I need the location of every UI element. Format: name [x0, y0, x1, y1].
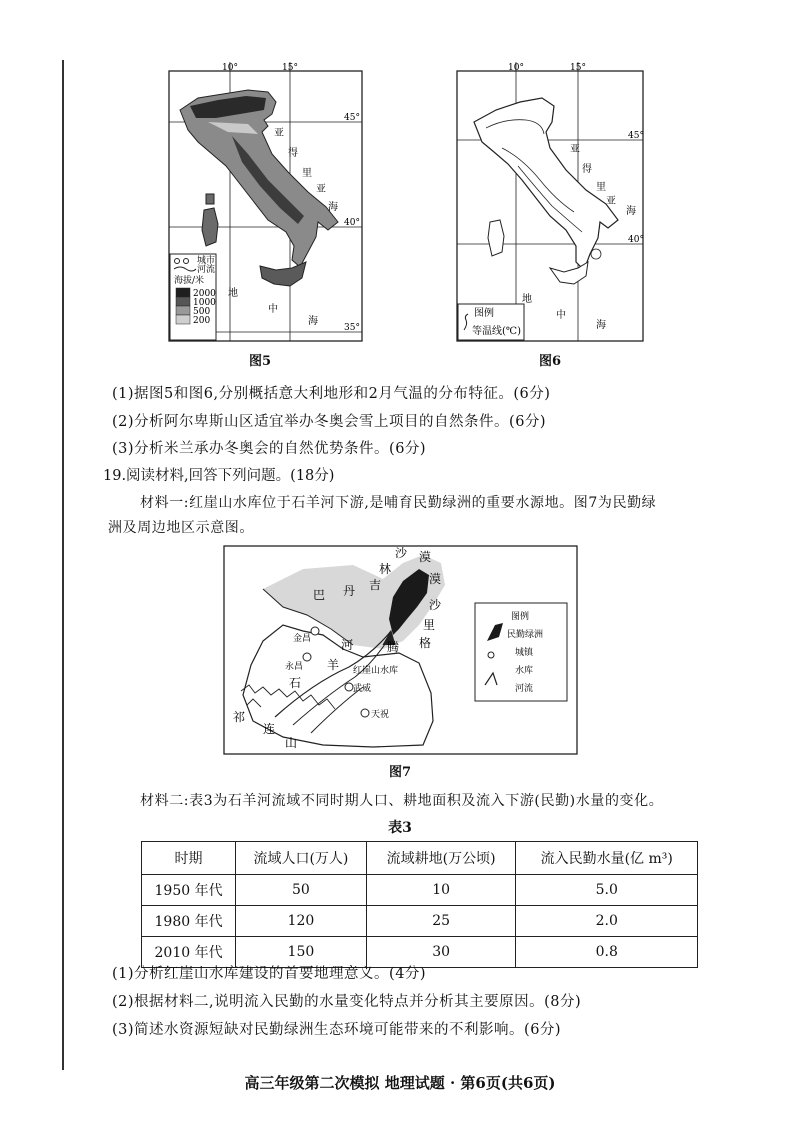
question-18-1: (1)据图5和图6,分别概括意大利地形和2月气温的分布特征。(6分) — [112, 386, 551, 402]
table-row — [142, 906, 698, 937]
legend-title: 图例 — [474, 308, 494, 319]
sea-label: 亚 — [274, 128, 284, 139]
figure-7-minqin-map — [223, 545, 578, 755]
place-label: 漠 — [419, 550, 432, 564]
legend-river-label: 河流 — [197, 265, 216, 275]
place-label: 羊 — [327, 658, 340, 672]
place-label: 祁 — [233, 710, 246, 724]
legend-level: 2000 — [193, 289, 216, 299]
legend-isotherm: 等温线(℃) — [472, 326, 521, 337]
town-label: 武威 — [353, 684, 372, 694]
sea-label: 亚 — [606, 196, 616, 207]
legend-elevation-title: 海拔/米 — [174, 276, 205, 286]
lon-label: 10° — [508, 63, 524, 73]
table-header: 时期 — [142, 842, 236, 875]
table-cell: 2010 年代 — [142, 937, 236, 968]
legend-oasis: 民勤绿洲 — [507, 630, 544, 640]
place-label: 林 — [379, 562, 392, 576]
figure-5-relief-map — [168, 62, 363, 342]
place-label: 石 — [289, 676, 302, 690]
legend-city-label: 城市 — [197, 256, 216, 266]
table-cell: 30 — [366, 937, 516, 968]
place-label: 里 — [423, 618, 436, 632]
lon-label: 15° — [570, 63, 586, 73]
table-header: 流入民勤水量(亿 m³) — [516, 842, 698, 875]
lat-label: 40° — [344, 218, 360, 228]
place-label: 丹 — [343, 584, 356, 598]
place-label: 山 — [285, 736, 298, 750]
sea-label: 地 — [522, 294, 532, 305]
sea-label: 海 — [328, 202, 338, 213]
binding-margin-line — [62, 60, 64, 1070]
table-header: 流域人口(万人) — [236, 842, 367, 875]
legend-river: 河流 — [515, 684, 534, 694]
question-18-3: (3)分析米兰承办冬奥会的自然优势条件。(6分) — [112, 441, 427, 457]
table-cell: 0.8 — [516, 937, 698, 968]
legend-level: 500 — [193, 307, 211, 317]
lon-label: 15° — [282, 63, 298, 73]
figure-6-caption: 图6 — [538, 354, 562, 369]
table-cell: 10 — [366, 875, 516, 906]
material-2: 材料二:表3为石羊河流域不同时期人口、耕地面积及流入下游(民勤)水量的变化。 — [140, 793, 664, 809]
legend-town: 城镇 — [515, 648, 534, 658]
sea-label: 中 — [268, 304, 278, 315]
sea-label: 亚 — [570, 144, 580, 155]
lon-label: 10° — [222, 63, 238, 73]
sea-label: 地 — [228, 288, 238, 299]
place-label: 吉 — [369, 578, 382, 592]
figure-5-caption: 图5 — [248, 354, 272, 369]
sea-label: 得 — [582, 164, 592, 175]
table-header: 流域耕地(万公顷) — [366, 842, 516, 875]
sea-label: 里 — [302, 168, 312, 179]
town-label: 金昌 — [293, 634, 312, 644]
table-cell: 1950 年代 — [142, 875, 236, 906]
legend-reservoir: 水库 — [515, 666, 534, 676]
sea-label: 海 — [308, 316, 318, 327]
table-cell: 2.0 — [516, 906, 698, 937]
table-cell: 25 — [366, 906, 516, 937]
town-label: 天祝 — [371, 710, 390, 720]
question-19-title: 19.阅读材料,回答下列问题。(18分) — [103, 468, 335, 484]
table-3 — [141, 841, 698, 968]
table-header-row — [142, 842, 698, 875]
place-label: 格 — [419, 636, 432, 650]
table-cell: 120 — [236, 906, 367, 937]
table-3-title: 表3 — [388, 820, 412, 836]
place-label: 腾 — [387, 640, 400, 654]
legend-level: 1000 — [193, 298, 216, 308]
place-label: 漠 — [429, 572, 442, 586]
sea-label: 里 — [596, 182, 606, 193]
sea-label: 中 — [556, 310, 566, 321]
question-18-2: (2)分析阿尔卑斯山区适宜举办冬奥会雪上项目的自然条件。(6分) — [112, 414, 547, 430]
table-cell: 1980 年代 — [142, 906, 236, 937]
legend-level: 200 — [193, 316, 211, 326]
table-cell: 150 — [236, 937, 367, 968]
place-label: 沙 — [429, 598, 442, 612]
table-cell: 50 — [236, 875, 367, 906]
place-label: 巴 — [313, 588, 326, 602]
lat-label: 40° — [628, 235, 644, 245]
lat-label: 35° — [344, 323, 360, 333]
table-cell: 5.0 — [516, 875, 698, 906]
question-19-2: (2)根据材料二,说明流入民勤的水量变化特点并分析其主要原因。(8分) — [112, 994, 582, 1010]
lat-label: 45° — [628, 131, 644, 141]
page-footer: 高三年级第二次模拟 地理试题 · 第6页(共6页) — [244, 1074, 556, 1092]
question-19-3: (3)简述水资源短缺对民勤绿洲生态环境可能带来的不利影响。(6分) — [112, 1022, 562, 1038]
lat-label: 45° — [344, 113, 360, 123]
sea-label: 海 — [626, 206, 636, 217]
question-19-1: (1)分析红崖山水库建设的首要地理意义。(4分) — [112, 966, 427, 982]
reservoir-label: 红崖山水库 — [353, 666, 399, 676]
town-label: 永昌 — [285, 662, 304, 672]
sea-label: 海 — [596, 320, 606, 331]
place-label: 河 — [341, 638, 354, 652]
place-label: 连 — [263, 722, 276, 736]
table-row — [142, 875, 698, 906]
material-1-line-2: 洲及周边地区示意图。 — [108, 520, 254, 536]
sea-label: 亚 — [316, 184, 326, 195]
figure-6-isotherm-map — [456, 62, 644, 342]
figure-7-caption: 图7 — [388, 765, 412, 780]
material-1-line-1: 材料一:红崖山水库位于石羊河下游,是哺育民勤绿洲的重要水源地。图7为民勤绿 — [140, 495, 657, 511]
legend-title: 图例 — [511, 612, 530, 622]
place-label: 沙 — [395, 546, 408, 560]
sea-label: 得 — [288, 148, 298, 159]
